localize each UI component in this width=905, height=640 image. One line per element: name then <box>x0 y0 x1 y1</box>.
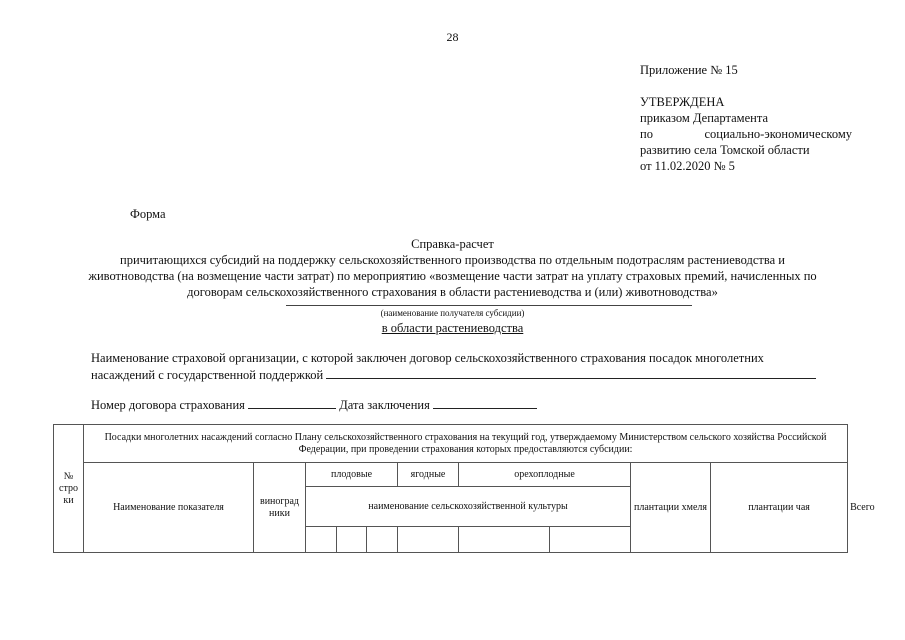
crop-cell-1[interactable] <box>306 527 337 553</box>
insurer-line-1: Наименование страховой организации, с которой заключен договор сельскохозяйственного страхования посадок многолетних <box>91 351 764 365</box>
insurer-line-2 <box>91 366 816 383</box>
insurer-name-field[interactable] <box>326 366 816 379</box>
crop-cell-4[interactable] <box>398 527 459 553</box>
contract-date-field[interactable] <box>433 396 537 409</box>
approval-line2 <box>640 126 852 142</box>
recipient-name-line <box>286 305 692 306</box>
subtitle: в области растениеводства <box>381 321 524 335</box>
insurer-label: насаждений с государственной поддержкой <box>91 368 324 382</box>
description-line-1: причитающихся субсидий на поддержку сельскохозяйственного производства по отдельным подотраслям растениеводства и <box>120 253 785 267</box>
description-line-3: договорам сельскохозяйственного страхования в области растениеводства и (или) животноводства» <box>187 285 718 299</box>
crop-cell-2[interactable] <box>337 527 367 553</box>
recipient-caption: (наименование получателя субсидии) <box>380 308 525 318</box>
approval-approved: УТВЕРЖДЕНА <box>640 95 725 109</box>
approval-line2-right: социально-экономическому <box>704 127 852 141</box>
plan-header: Посадки многолетних насаждений согласно Плану сельскохозяйственного страхования на текущий год, утверждаемому Министерством сельского хозяйства Российской Федерации, при проведении страхования которых предоставляются субсидии: <box>84 425 848 463</box>
tea-header: плантации чая <box>711 463 848 553</box>
appendix-label: Приложение № 15 <box>640 63 738 77</box>
contract-line <box>91 396 537 413</box>
crop-cell-5[interactable] <box>459 527 550 553</box>
contract-date-label: Дата заключения <box>339 398 430 412</box>
row-number-header: № стро ки <box>54 425 84 553</box>
page-number: 28 <box>446 30 459 44</box>
contract-number-field[interactable] <box>248 396 336 409</box>
berry-header: ягодные <box>398 463 459 487</box>
approval-block <box>640 94 852 174</box>
contract-number-label: Номер договора страхования <box>91 398 245 412</box>
nut-header: орехоплодные <box>459 463 631 487</box>
document-title: Справка-расчет <box>411 237 494 251</box>
crop-name-header: наименование сельскохозяйственной культуры <box>306 487 631 527</box>
crop-cell-6[interactable] <box>550 527 631 553</box>
hops-header: плантации хмеля <box>631 463 711 553</box>
approval-line4: от 11.02.2020 № 5 <box>640 159 735 173</box>
approval-line3: развитию села Томской области <box>640 143 810 157</box>
form-label: Форма <box>130 207 166 221</box>
fruit-header: плодовые <box>306 463 398 487</box>
crop-cell-3[interactable] <box>367 527 398 553</box>
approval-line2-left: по <box>640 127 653 141</box>
indicator-header: Наименование показателя <box>84 463 254 553</box>
vineyards-header: виноград ники <box>254 463 306 553</box>
description-line-2: животноводства (на возмещение части затрат) по мероприятию «возмещение части затрат на уплату страховых премий, начисленных по <box>88 269 817 283</box>
subsidy-table: № стро ки Посадки многолетних насаждений согласно Плану сельскохозяйственного страхования на текущий год, утверждаемому Министерством сельского хозяйства Российской Федерации, при проведении страхования которых предоставляются субсидии: Наименование показателя виноград ники плодовые ягодные орехоплодные плантации хмеля плантации чая Всего наименование сельскохозяйственной культуры <box>53 424 848 553</box>
approval-line1: приказом Департамента <box>640 111 768 125</box>
